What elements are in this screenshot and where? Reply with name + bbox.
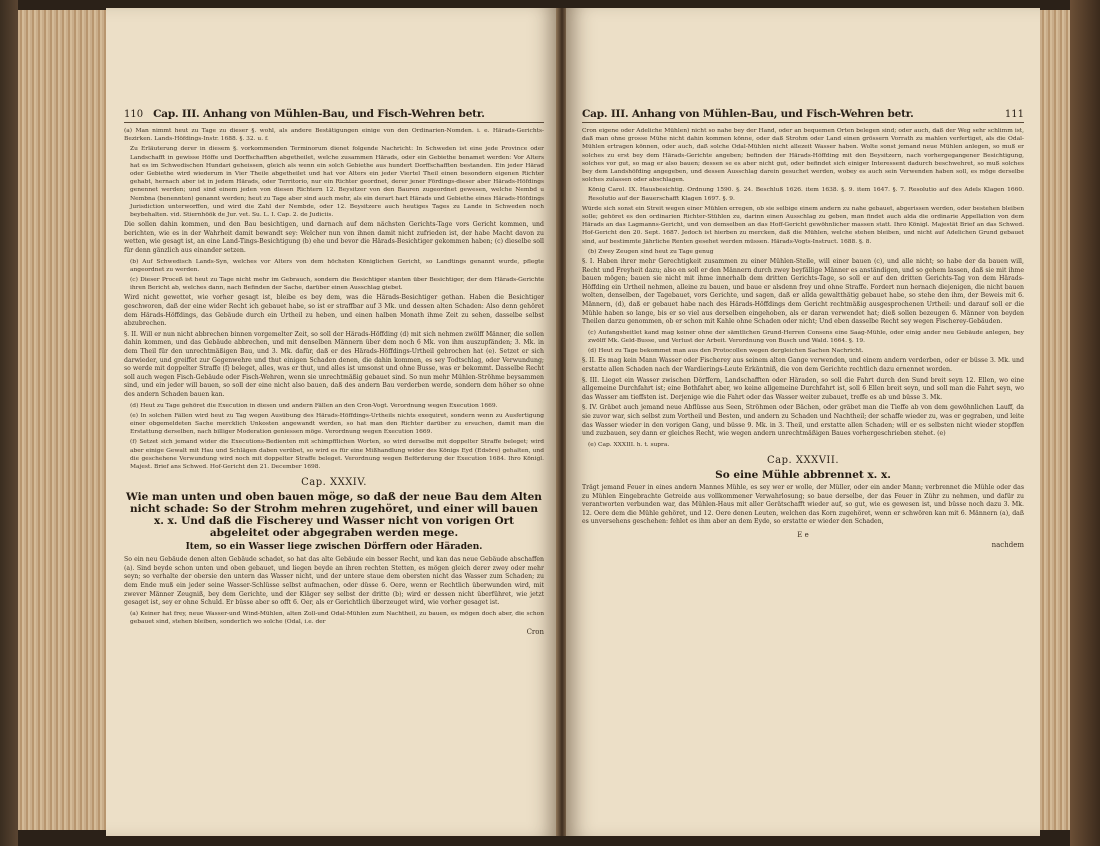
left-chapter-heading: Wie man unten und oben bauen möge, so daß der neue Bau dem Alten nicht schade: So der Strohm mehren zugehöret, und einer will bauen x. x. Und daß die Fischerey und Wasser nicht von vorigen Ort abgeleitet oder abgegraben werden mege. (126, 491, 542, 540)
right-paragraph: §. II. Es mag kein Mann Wasser oder Fischerey aus seinem alten Gange verwenden, und einem andern verderben, oder er büsse 3. Mk. und erstatte allen Schaden nach der Wardierings-Leute Erkäntniß, die von dem Gerichte rechtlich dazu ernennet worden. (582, 357, 1024, 373)
right-footnote: (e) Cap. XXXIII. h. t. supra. (588, 441, 670, 448)
right-signature-mark: E e (797, 530, 809, 539)
left-paragraph: So ein neu Gebäude denen alten Gebäude schadet, so hat das alte Gebäude ein besser Recht, und kan das neue Gebäude abschaffen (a). Sind beyde schon unten und oben gebauet, und liegen beyde an ihren rechten Stetten, es mögen gleich derer zwey oder mehr seyn; so verhalte der obersie den untern das Wasser nicht, und der untere staue dem obersten nicht das Wasser zum Schaden; zu dem Ende muß ein jeder seine Wasser-Schlüsse selbst aufmachen, oder düsse 6. Oere, wenn er Rechtlich überwunden wird, mit zwever Männer Zeugniß, bey dem Gerichte, und der Kläger sey selbst der dritte (b); wird er dessen nicht überführet, wie jetzt gesaget ist, sey er ohne Schuld. Er büsse aber so offt 6. Oer, als er Gerichtlich überzeuget wird, wie vorher gesaget ist. (124, 556, 544, 607)
left-footnote: (a) Keiner hat frey, neue Wasser-und Wind-Mühlen, alten Zoll-und Odal-Mühlen zum Nachtheil, zu bauen, es mögen doch aber, die schon gebauet sind, stehen bleiben, sonderlich wo solche (Odal, i.e. der (130, 610, 544, 625)
right-paragraph: §. III. Lieget ein Wasser zwischen Dörffern, Landschafften oder Häraden, so soll die Fahrt durch den Sund breit seyn 12. Ellen, wo eine allgemeine Durchfahrt ist; eine Bothfahrt aber, wo keine allgemeine Durchfahrt ist, soll 6 Ellen breit seyn, und soll man die Fahrt seyn, wo das Wasser am tieffsten ist. Derjenige wie die Fahrt oder das Wasser weiter zubauet, treffe es ab und büsse 3. Mk. (582, 376, 1024, 401)
left-chapter-subheading: Item, so ein Wasser liege zwischen Dörffern oder Häraden. (185, 542, 483, 553)
right-running-head (582, 108, 1024, 123)
left-paragraph: Wird nicht gewettet, wie vorher gesagt ist, bleibe es bey dem, was die Härads-Besichtiger gethan. Haben die Besichtiger geschworen, daß der eine wider Recht ich gebauet habe, so ist er straffbar auf 3 Mk. und dessen alten Schaden: Also denn gehöret dem Härads-Höffdings, das Gebäude durch ein Urtheil zu heben, und einen halben Monath ihme Zeit zu sehen, dasselbe selbst abzubrechen. (124, 294, 544, 328)
book-cover-right (1070, 0, 1100, 846)
right-page (566, 8, 1040, 836)
left-paragraph: §. II. Will er nun nicht abbrechen binnen vorgemelter Zeit, so soll der Härads-Höffding (d) mit sich nehmen zwölff Männer, die sollen dahin kommen, und das Gebäude abbrechen, und mit denselben Männern über dem noch 6 Mk. von ihm auszupfänden; 3. Mk. in dem Theil für den unrechtmäßigen Bau, und 3. Mk. dafür, daß er des Härads-Höffdings-Urtheil gebrochen hat (e). Setzet er sich darwieder, und greiffet zur Gegenwehre und thut einigen Schaden denen, die dahin kommen, es sey Todtschlag, oder Verwundung; so werde mit doppelter Straffe (f) beleget, alles, was er thut, und alles ist umsonst und ohne Busse, was er bekommt. Dasselbe Recht soll auch wegen Fisch-Gebäude oder Fisch-Wehren, wenn sie unrechtmäßig gebauet sind. So nun mehr Mühlen-Ströhme beysammen sind, und ein jeder will bauen, so soll der eine nicht also bauen, daß des andern Bau verderben werde, sondern dem höher so ohne des andern Schaden bauen kan. (124, 330, 544, 398)
left-running-head (124, 108, 544, 123)
left-footnote: (f) Setzet sich jemand wider die Executions-Bedienten mit schimpfflichen Worten, so wird derselbe mit doppelter Straffe beleget; wird aber einige Gewalt mit Hau und Schlägen daben verübet, so wird es für eine Mißhandlung wider des Königs Eyd (Edsöre) gehalten, und die geschehene Verwundung wird noch mit doppelter Straffe beleget. Verordnung wegen Beförderung der Execution 1684. Ihro Königl. Majest. Brief ans Schwed. Hof-Gericht den 21. December 1698. (130, 439, 544, 470)
book-cover-left (0, 0, 18, 846)
right-page-number: 111 (1004, 109, 1024, 120)
left-footnote: (d) Heut zu Tage gehöret die Execution in diesen und andern Fällen an den Cron-Vogt. Verordnung wegen Execution 1669. (130, 402, 498, 409)
left-chapter-number: Cap. XXXIV. (301, 477, 367, 489)
left-footnote: (e) In solchen Fällen wird heut zu Tag wegen Ausübung des Härads-Höffdings-Urtheils nichts exequiret, sondern wenn zu Ausfertigung einer obgemeldeten Sache mercklich Unkosten angewandt werden, so hat man den Richter darüber zu ersuchen, damit man die Erstattung derselben, nach billiger Moderation geniessen möge. Verordnung wegen Execution 1669. (130, 412, 544, 436)
left-paragraph: (a) Man nimmt heut zu Tage zu dieser §. wohl, als andere Bestätigungen einige von den Ordinarien-Nomden. i. e. Härads-Gerichts-Bezirken. Lands-Höfdings-Instr. 1688. §. 32. u. f. (124, 128, 544, 143)
right-paragraph: Trägt jemand Feuer in eines andern Mannes Mühle, es sey wer er wolle, der Müller, oder ein ander Mann; verbrennet die Mühle oder das zu Mühlen Eingebrachte Getreide aus vollkommener Verwahrlosung; so baue derselbe, der das Feuer in Zühr zu nehmen, und dafür zu verantworten verbunden war, das Mühlen-Haus mit aller Gerätschafft wieder auf, so gut, wie es gewesen ist, und büsse noch dazu 3. Mk. 12. Oere dem die Mühle gehöret, und 12. Oere denen Leuten, welchen das Korn zugehöret, wenn er schwören kan mit 6. Männern (a), daß es unversehens geschehen: fehlet es ihm aber an dem Eyde, so erstatte er wieder den Schaden, (582, 483, 1024, 526)
right-chapter-number: Cap. XXXVII. (766, 454, 840, 466)
left-paragraph: Zu Erläuterung derer in diesem §. vorkommenden Terminorum dienet folgende Nachricht: In Schweden ist eine jede Province oder Landschafft in gewisse Höffe und Dorffschafften abgetheilet, welche zusammen Härads, oder ein Gebiethe benamet werden: Vor Alters hat es im Schwedischen Hundari geheissen, gleich als wenn ein solch Gebiethe aus hundert Dorffschafften bestanden. Ein jeder Härad oder Gebiethe wird wiederum in Vier Theile abgetheilet und hat vor Alters ein jeder Viertel Theil einen besondern eigenen Richter gehabt, hernach aber ist in jedem Härads, oder Territorio, nur ein Richter geordnet, derer jener Fördings-dieser aber Härads-Höfdings genennet werden; und sind einem jeden von diesen Richtern 12. Beysitzer von den Bauren zugeordnet gewesen, welche Nembd u Nembna (benennten) genannt werden; heut zu Tage aber sind auch mehr, als ein derart hart Härads und Gebiethe eines Härads-Höfdings Jurisdiction unterworffen, und wird die Zahl der Nembde, oder 12. Beysitzere auch heutiges Tages zu Lande in Schweden noch beybehalten. vid. Stiernhöök de Jur. vet. Su. L. I. Cap. 2. de Judiciis. (130, 146, 544, 219)
right-chapter-heading: So eine Mühle abbrennet x. x. (715, 468, 891, 481)
left-page-number: 110 (124, 109, 144, 120)
left-page (106, 8, 558, 836)
left-running-title: Cap. III. Anhang von Mühlen-Bau, und Fisch-Wehren betr. (153, 108, 485, 120)
right-footnote: (b) Zwey Zeugen sind heut zu Tage genug (588, 248, 714, 255)
right-catchword: nachdem (991, 540, 1024, 549)
right-footnote: (d) Heut zu Tage bekommet man aus den Protocollen wegen dergleichen Sachen Nachricht. (588, 348, 864, 355)
right-paragraph: Würde sich sonst ein Streit wegen einer Mühlen erregen, ob sie selbige einem andern zu nahe gebauet, abgerissen werden, oder bestehen bleiben solle; gehöret es den ordinarien Richter-Stühlen zu, darinn einen Ausschlag zu geben, man findet auch alda die ordinarie Appellation von dem Härads an das Lagmanns-Gericht, und von demselben an das Hoff-Gericht gewöhnlicher massen statt. Ihro Königl. Majestät Brief an das Schwed. Hof-Gericht den 20. Sept. 1687. Jedoch ist hierben zu mercken, daß die Mühlen, welche stehen bleiben, und nicht auf Adelichen Grund gebauet sind, auf bestimmte Jährliche Renten gesehet werden müssen. Härads-Vogts-Instruct. 1688. §. 8. (582, 205, 1024, 245)
left-footnote: (b) Auf Schwedisch Lands-Syn, welches vor Alters von dem höchsten Königlichen Gericht, so Landtings genannt wurde, pflegte angeordnet zu werden. (130, 258, 544, 273)
right-paragraph: §. I. Haben ihrer mehr Gerechtigkeit zusammen zu einer Mühlen-Stelle, will einer bauen (c), und alle nicht; so habe der da bauen will, Recht und Freyheit dazu; also en soll er den Männern durch zwey beyfällige Männer es anständigen, und so gehem lassen, daß sie mit ihme bauen mögen; bauen sie nicht mit ihme innerhalb dem dritten Gerichts-Tage, so soll er auf den dritten Gerichts-Tag von dem Härads-Höffding ein Urtheil nehmen, alleine zu bauen, und baue er alsdenn frey und ohne Straffe. Fordert nun hernach diejenigen, die nicht bauen wolten, denselben, der Tagebauet, vors Gerichte, und sagen, daß er allda gewaltthätig gebauet habe, so stehe den ihm, der Beweis mit 6. Männern, (d), daß er gebauet habe nach des Härads-Höffdings dem Gericht rechtmäßig ausgesprochenen Urtheil: und darauf soll er die Mühle haben so lange, bis er so viel aus derselben eingehoben, als er daran verwendet hat; dieß sollen bezeugen 6. Männer von beyden Theilen darzu genommen, ob er schon mit Kahle ohne Schaden oder nicht; Und eben dasselbe Recht sey wegen Fischerey-Gebäuden. (582, 258, 1024, 326)
left-paragraph: Die sollen dahin kommen, und den Bau besichtigen, und darnach auf dem nächsten Gerichts-Tage vors Gericht kommen, und berichten, wie es in der Wahrheit damit bewandt sey: Welcher nun von ihnen damit nicht zufrieden ist, der habe Macht davon zu wetten, wie gesagt ist, an eine Land-Tings-Besichtigung (b) ehe und bevor die Härads-Besichtiger gekommen haben; (c) dieselbe soll für denn gänzlich aus einander setzen. (124, 221, 544, 255)
right-running-title: Cap. III. Anhang von Mühlen-Bau, und Fisch-Wehren betr. (582, 108, 914, 120)
right-paragraph: §. IV. Gräbet auch jemand neue Abflüsse aus Seen, Ströhmen oder Bächen, oder gräbet man die Tieffe ab von dem gewöhnlichen Lauff, da sie zuvor war, sich selbst zum Vortheil und Besten, und andern zu Schaden und Nachtheil; der schaffe wieder zu, was er gegraben, und leite das Wasser wieder in den vorigen Gang, und büsse 9. Mk. in 3. Theil, und erstatte allen Schaden; will er es selbsten nicht wieder stopffen und zuzbauen, sey dann er gleiches Recht, wie wegen andern unrechtmäßigen Baues vorhergeschrieben stehet. (e) (582, 404, 1024, 438)
left-footnote: (c) Dieser Proceß ist heut zu Tage nicht mehr im Gebrauch, sondern die Besichtiger stanten über Besichtiger, der dem Härads-Gerichte ihren Bericht ab, welches dann, nach Befinden der Sache, darüber einen Ausschlag giebet. (130, 277, 544, 292)
left-catchword: Cron (526, 628, 544, 637)
right-paragraph: König Carol. IX. Hausbesichtig. Ordnung 1590. §. 24. Beschluß 1626. item 1638. §. 9. item 1647. §. 7. Resolutio auf des Adels Klagen 1660. Resolutio auf der Bauerschafft Klagen 1697. §. 9. (588, 187, 1024, 202)
page-edges-left (18, 10, 106, 830)
right-footnote: (c) Aufangsheitlet kand mag keiner ohne der sämtlichen Grund-Herren Consens eine Saag-Mühle, oder einig ander neu Gebäude anlegen, bey zwölff Mk. Geld-Busse, und Verlust der Arbeit. Verordnung von Busch und Wald. 1664. §. 19. (588, 329, 1024, 344)
right-paragraph: Cron eigene oder Adeliche Mühlen) nicht so nahe bey der Hand, oder an bequemen Orten belegen sind; oder auch, daß der Weg sehr schlimm ist, daß man ohne grosse Mühe nicht dahin kommen könne, oder daß Strohm oder Land einen grössern Vorrath zu mahlen verfertiget, als die Odal-Mühlen ertragen können, oder auch, daß solche Odal-Mühlen nicht allezeit Wasser haben. Wolte sonst jemand neue Mühlen anlegen, so muß er solches zu erst bey dem Härads-Gerichte angeben; befinden der Härads-Höffding mit den Beysitzern, nach vorhergegangener Besichtigung, solches vor gut, so mag er also bauen; dessen se es aber nicht gut, oder befindet sich einiger Interessent dadurch beschwehret, so muß solches bey dem Landshöfding angegeben, und dessen Ausschlag darein gesuchet werden, wobey es auch sein Verwenden haben soll, es möge derselbe solches zulassen oder abschlagen. (582, 128, 1024, 184)
